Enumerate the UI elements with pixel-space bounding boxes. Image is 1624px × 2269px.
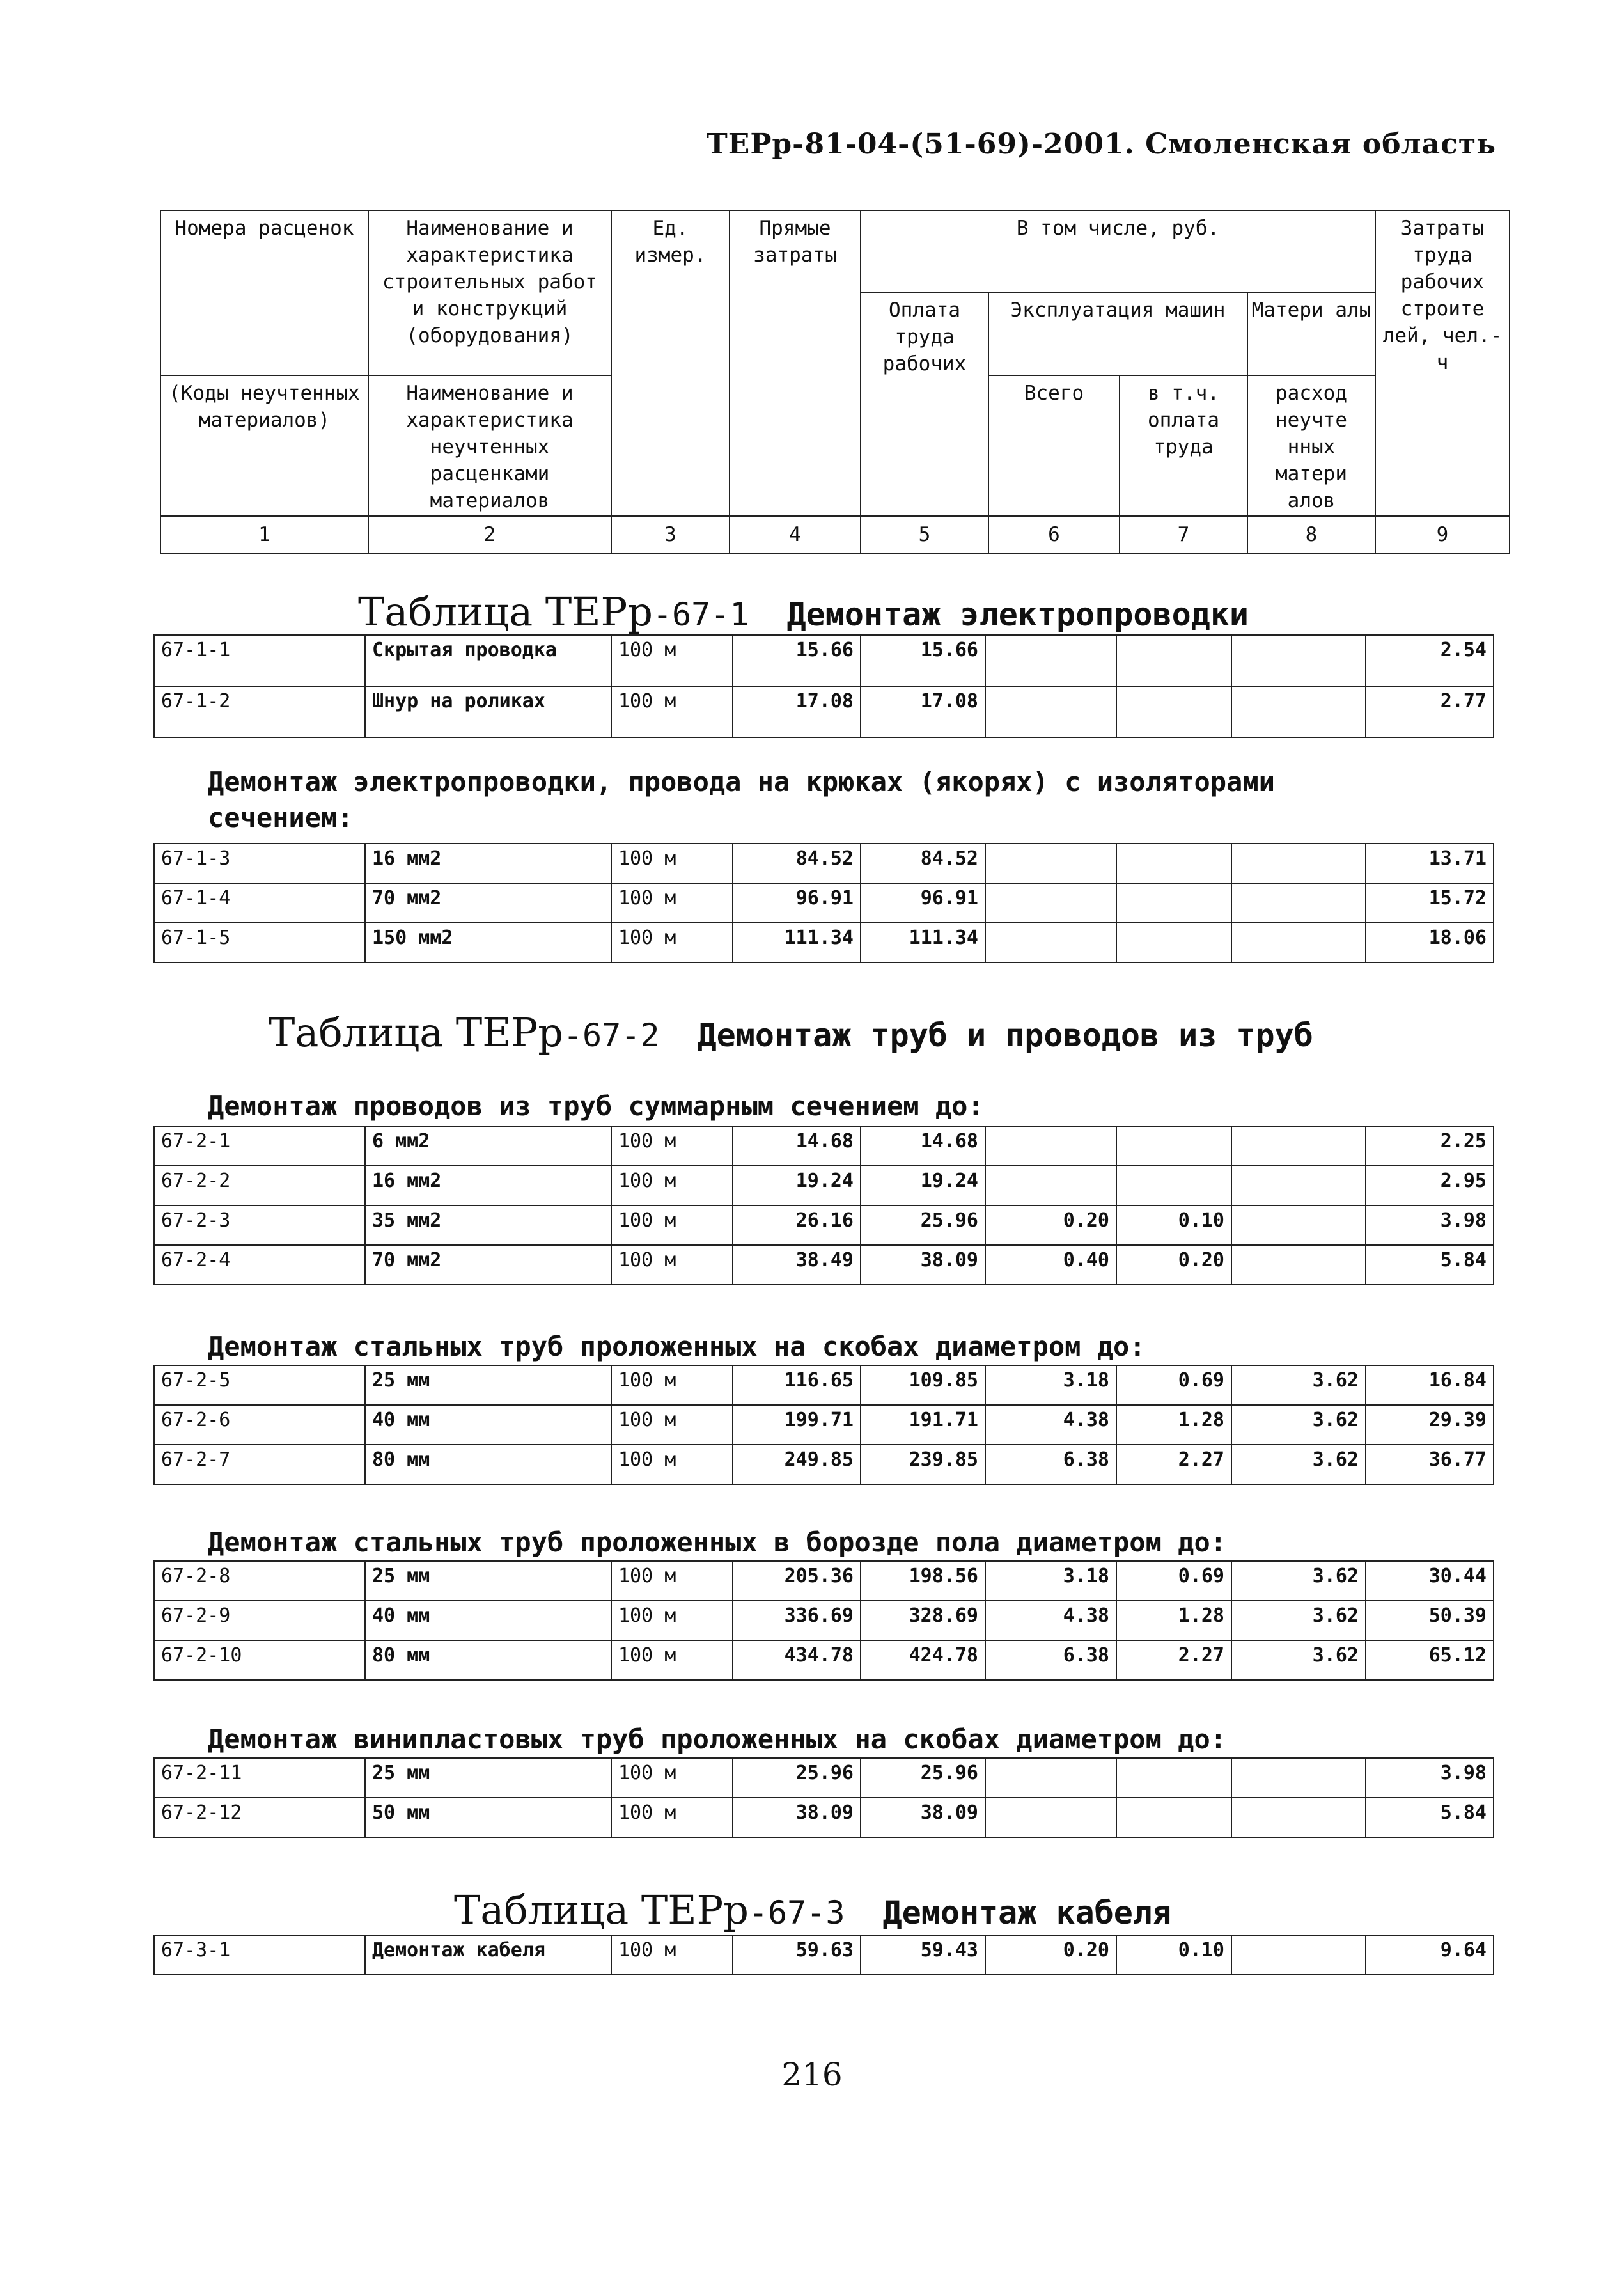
cell-code: 67-2-12 — [154, 1798, 365, 1837]
cell-mat: 3.62 — [1231, 1561, 1366, 1601]
cell-mat — [1231, 883, 1366, 923]
cell-mach: 0.20 — [985, 1205, 1116, 1245]
table-row — [154, 1126, 1494, 1166]
cell-wages: 239.85 — [861, 1445, 985, 1484]
table-row — [154, 1561, 1494, 1601]
cell-name: 40 мм — [365, 1405, 611, 1445]
document-title: ТЕРр-81-04-(51-69)-2001. Смоленская область — [707, 128, 1496, 161]
cell-wages: 25.96 — [861, 1758, 985, 1798]
group-caption: Демонтаж стальных труб проложенных на скобах диаметром до: — [208, 1331, 1146, 1362]
rates-table — [153, 1560, 1494, 1681]
cell-mach-wages — [1116, 1166, 1231, 1205]
cell-labor: 65.12 — [1366, 1640, 1494, 1680]
cell-name: 150 мм2 — [365, 923, 611, 962]
cell-mach-wages: 0.10 — [1116, 1935, 1231, 1975]
cell-name: 25 мм — [365, 1758, 611, 1798]
cell-code: 67-2-3 — [154, 1205, 365, 1245]
cell-direct: 199.71 — [733, 1405, 861, 1445]
cell-mat — [1231, 1166, 1366, 1205]
cell-labor: 50.39 — [1366, 1601, 1494, 1640]
header-labor-costs: Затраты труда рабочих строите лей, чел.-ч — [1375, 210, 1510, 516]
cell-labor: 2.77 — [1366, 686, 1494, 737]
cell-mach: 0.20 — [985, 1935, 1116, 1975]
cell-name: 50 мм — [365, 1798, 611, 1837]
cell-direct: 96.91 — [733, 883, 861, 923]
cell-mach — [985, 1798, 1116, 1837]
cell-direct: 14.68 — [733, 1126, 861, 1166]
cell-mach-wages — [1116, 635, 1231, 686]
cell-code: 67-2-1 — [154, 1126, 365, 1166]
cell-mach: 3.18 — [985, 1561, 1116, 1601]
cell-mat: 3.62 — [1231, 1601, 1366, 1640]
table-row — [154, 1365, 1494, 1405]
cell-wages: 424.78 — [861, 1640, 985, 1680]
cell-mach — [985, 923, 1116, 962]
cell-direct: 116.65 — [733, 1365, 861, 1405]
cell-mach-wages — [1116, 1798, 1231, 1837]
header-col-number: 4 — [730, 516, 861, 553]
cell-unit: 100 м — [611, 1640, 733, 1680]
cell-labor: 2.95 — [1366, 1166, 1494, 1205]
header-materials-use: расход неучте нных матери алов — [1247, 375, 1375, 516]
cell-mat — [1231, 1205, 1366, 1245]
cell-mach-wages: 1.28 — [1116, 1601, 1231, 1640]
header-material-codes: (Коды неучтенных материалов) — [160, 375, 368, 516]
cell-direct: 205.36 — [733, 1561, 861, 1601]
page-number: 216 — [781, 2056, 843, 2093]
cell-labor: 5.84 — [1366, 1798, 1494, 1837]
cell-wages: 14.68 — [861, 1126, 985, 1166]
table-row — [154, 1166, 1494, 1205]
table-title: Таблица ТЕРр-67-2 Демонтаж труб и проводов из труб — [269, 1009, 1313, 1056]
cell-mach: 4.38 — [985, 1405, 1116, 1445]
cell-code: 67-1-4 — [154, 883, 365, 923]
cell-code: 67-2-4 — [154, 1245, 365, 1285]
cell-mach-wages — [1116, 883, 1231, 923]
cell-name: Скрытая проводка — [365, 635, 611, 686]
cell-mat — [1231, 923, 1366, 962]
header-direct-costs: Прямые затраты — [730, 210, 861, 516]
cell-mach: 6.38 — [985, 1640, 1116, 1680]
header-wages: Оплата труда рабочих — [861, 292, 988, 516]
cell-name: 16 мм2 — [365, 1166, 611, 1205]
table-title: Таблица ТЕРр-67-3 Демонтаж кабеля — [454, 1887, 1172, 1933]
cell-wages: 198.56 — [861, 1561, 985, 1601]
cell-mach-wages: 0.10 — [1116, 1205, 1231, 1245]
header-machines: Эксплуатация машин — [988, 292, 1247, 375]
cell-wages: 17.08 — [861, 686, 985, 737]
cell-labor: 9.64 — [1366, 1935, 1494, 1975]
rates-table — [153, 1757, 1494, 1838]
cell-direct: 111.34 — [733, 923, 861, 962]
table-row — [154, 1758, 1494, 1798]
rates-table — [153, 843, 1494, 963]
cell-unit: 100 м — [611, 1798, 733, 1837]
cell-mach-wages — [1116, 844, 1231, 883]
table-row — [154, 1445, 1494, 1484]
cell-labor: 2.25 — [1366, 1126, 1494, 1166]
cell-wages: 38.09 — [861, 1798, 985, 1837]
header-unit: Ед. измер. — [611, 210, 730, 516]
rates-table — [153, 1935, 1494, 1975]
cell-unit: 100 м — [611, 1245, 733, 1285]
cell-name: 40 мм — [365, 1601, 611, 1640]
cell-mat: 3.62 — [1231, 1640, 1366, 1680]
cell-code: 67-3-1 — [154, 1935, 365, 1975]
table-row — [154, 1205, 1494, 1245]
cell-unit: 100 м — [611, 1405, 733, 1445]
header-col-number: 9 — [1375, 516, 1510, 553]
cell-wages: 38.09 — [861, 1245, 985, 1285]
cell-direct: 336.69 — [733, 1601, 861, 1640]
cell-labor: 18.06 — [1366, 923, 1494, 962]
cell-mach — [985, 1166, 1116, 1205]
cell-mat — [1231, 1245, 1366, 1285]
cell-labor: 29.39 — [1366, 1405, 1494, 1445]
cell-mach — [985, 1126, 1116, 1166]
column-header-table — [160, 210, 1510, 554]
header-col-number: 2 — [368, 516, 611, 553]
header-col-number: 7 — [1120, 516, 1247, 553]
cell-labor: 3.98 — [1366, 1758, 1494, 1798]
cell-mach — [985, 1758, 1116, 1798]
cell-mat — [1231, 1935, 1366, 1975]
cell-wages: 19.24 — [861, 1166, 985, 1205]
cell-mach: 0.40 — [985, 1245, 1116, 1285]
cell-mat: 3.62 — [1231, 1365, 1366, 1405]
cell-mach-wages: 0.69 — [1116, 1561, 1231, 1601]
cell-name: 6 мм2 — [365, 1126, 611, 1166]
cell-labor: 15.72 — [1366, 883, 1494, 923]
header-col-number: 5 — [861, 516, 988, 553]
cell-mat — [1231, 686, 1366, 737]
cell-unit: 100 м — [611, 1365, 733, 1405]
table-row — [154, 635, 1494, 686]
cell-name: 80 мм — [365, 1445, 611, 1484]
cell-code: 67-2-5 — [154, 1365, 365, 1405]
cell-direct: 84.52 — [733, 844, 861, 883]
cell-mach-wages — [1116, 1126, 1231, 1166]
cell-code: 67-2-8 — [154, 1561, 365, 1601]
cell-wages: 15.66 — [861, 635, 985, 686]
cell-mach-wages — [1116, 923, 1231, 962]
cell-name: 25 мм — [365, 1365, 611, 1405]
cell-direct: 59.63 — [733, 1935, 861, 1975]
cell-labor: 2.54 — [1366, 635, 1494, 686]
cell-direct: 19.24 — [733, 1166, 861, 1205]
table-row — [154, 1601, 1494, 1640]
cell-mat: 3.62 — [1231, 1445, 1366, 1484]
header-col-number: 1 — [160, 516, 368, 553]
cell-direct: 434.78 — [733, 1640, 861, 1680]
cell-mach-wages: 2.27 — [1116, 1640, 1231, 1680]
cell-name: 80 мм — [365, 1640, 611, 1680]
cell-mach-wages: 2.27 — [1116, 1445, 1231, 1484]
cell-mach: 4.38 — [985, 1601, 1116, 1640]
header-col-number: 3 — [611, 516, 730, 553]
cell-unit: 100 м — [611, 1445, 733, 1484]
cell-code: 67-2-11 — [154, 1758, 365, 1798]
cell-code: 67-2-2 — [154, 1166, 365, 1205]
cell-name: 35 мм2 — [365, 1205, 611, 1245]
group-caption: Демонтаж стальных труб проложенных в борозде пола диаметром до: — [208, 1527, 1227, 1558]
cell-labor: 30.44 — [1366, 1561, 1494, 1601]
cell-mat — [1231, 1758, 1366, 1798]
cell-wages: 25.96 — [861, 1205, 985, 1245]
cell-name: Шнур на роликах — [365, 686, 611, 737]
header-machines-total: Всего — [988, 375, 1120, 516]
table-title: Таблица ТЕРр-67-1 Демонтаж электропроводки — [358, 588, 1249, 635]
cell-code: 67-2-10 — [154, 1640, 365, 1680]
cell-wages: 84.52 — [861, 844, 985, 883]
cell-wages: 96.91 — [861, 883, 985, 923]
cell-mat — [1231, 1798, 1366, 1837]
group-caption: Демонтаж электропроводки, провода на крюках (якорях) с изоляторами сечением: — [208, 766, 1275, 833]
header-rate-numbers: Номера расценок — [160, 210, 368, 375]
cell-unit: 100 м — [611, 844, 733, 883]
cell-mat — [1231, 844, 1366, 883]
cell-mach: 6.38 — [985, 1445, 1116, 1484]
cell-code: 67-2-9 — [154, 1601, 365, 1640]
cell-direct: 38.09 — [733, 1798, 861, 1837]
cell-name: 70 мм2 — [365, 883, 611, 923]
cell-unit: 100 м — [611, 1126, 733, 1166]
table-row — [154, 883, 1494, 923]
header-work-name: Наименование и характеристика строительных работ и конструкций (оборудования) — [368, 210, 611, 375]
cell-mach — [985, 883, 1116, 923]
cell-name: 16 мм2 — [365, 844, 611, 883]
cell-direct: 25.96 — [733, 1758, 861, 1798]
cell-labor: 13.71 — [1366, 844, 1494, 883]
cell-labor: 5.84 — [1366, 1245, 1494, 1285]
group-caption: Демонтаж винипластовых труб проложенных на скобах диаметром до: — [208, 1723, 1227, 1755]
cell-mach — [985, 844, 1116, 883]
cell-unit: 100 м — [611, 686, 733, 737]
cell-unit: 100 м — [611, 1935, 733, 1975]
cell-unit: 100 м — [611, 635, 733, 686]
cell-mat — [1231, 635, 1366, 686]
header-machines-wages: в т.ч. оплата труда — [1120, 375, 1247, 516]
table-row — [154, 1405, 1494, 1445]
cell-mach-wages: 0.69 — [1116, 1365, 1231, 1405]
cell-code: 67-2-6 — [154, 1405, 365, 1445]
cell-mach-wages: 1.28 — [1116, 1405, 1231, 1445]
cell-code: 67-2-7 — [154, 1445, 365, 1484]
cell-wages: 109.85 — [861, 1365, 985, 1405]
cell-name: 70 мм2 — [365, 1245, 611, 1285]
cell-mach — [985, 635, 1116, 686]
cell-direct: 17.08 — [733, 686, 861, 737]
header-material-names: Наименование и характеристика неучтенных расценками материалов — [368, 375, 611, 516]
table-row — [154, 1245, 1494, 1285]
group-caption: Демонтаж проводов из труб суммарным сечением до: — [208, 1090, 984, 1122]
cell-mach-wages — [1116, 1758, 1231, 1798]
rates-table — [153, 1126, 1494, 1285]
cell-mat: 3.62 — [1231, 1405, 1366, 1445]
table-row — [154, 686, 1494, 737]
cell-code: 67-1-1 — [154, 635, 365, 686]
table-row — [154, 1935, 1494, 1975]
cell-code: 67-1-2 — [154, 686, 365, 737]
cell-mach-wages: 0.20 — [1116, 1245, 1231, 1285]
header-in-total: В том числе, руб. — [861, 210, 1375, 292]
header-materials: Матери алы — [1247, 292, 1375, 375]
cell-labor: 36.77 — [1366, 1445, 1494, 1484]
cell-code: 67-1-3 — [154, 844, 365, 883]
cell-mat — [1231, 1126, 1366, 1166]
cell-labor: 3.98 — [1366, 1205, 1494, 1245]
cell-direct: 38.49 — [733, 1245, 861, 1285]
cell-unit: 100 м — [611, 1758, 733, 1798]
cell-mach: 3.18 — [985, 1365, 1116, 1405]
cell-name: Демонтаж кабеля — [365, 1935, 611, 1975]
cell-name: 25 мм — [365, 1561, 611, 1601]
cell-unit: 100 м — [611, 883, 733, 923]
cell-direct: 249.85 — [733, 1445, 861, 1484]
cell-unit: 100 м — [611, 923, 733, 962]
header-col-number: 8 — [1247, 516, 1375, 553]
rates-table — [153, 1365, 1494, 1485]
header-col-number: 6 — [988, 516, 1120, 553]
cell-mach — [985, 686, 1116, 737]
table-row — [154, 844, 1494, 883]
cell-unit: 100 м — [611, 1561, 733, 1601]
table-row — [154, 1640, 1494, 1680]
cell-direct: 15.66 — [733, 635, 861, 686]
rates-table — [153, 634, 1494, 738]
table-row — [154, 1798, 1494, 1837]
cell-wages: 59.43 — [861, 1935, 985, 1975]
cell-unit: 100 м — [611, 1166, 733, 1205]
cell-code: 67-1-5 — [154, 923, 365, 962]
cell-wages: 328.69 — [861, 1601, 985, 1640]
cell-wages: 191.71 — [861, 1405, 985, 1445]
cell-labor: 16.84 — [1366, 1365, 1494, 1405]
cell-direct: 26.16 — [733, 1205, 861, 1245]
cell-mach-wages — [1116, 686, 1231, 737]
table-row — [154, 923, 1494, 962]
cell-wages: 111.34 — [861, 923, 985, 962]
cell-unit: 100 м — [611, 1205, 733, 1245]
cell-unit: 100 м — [611, 1601, 733, 1640]
